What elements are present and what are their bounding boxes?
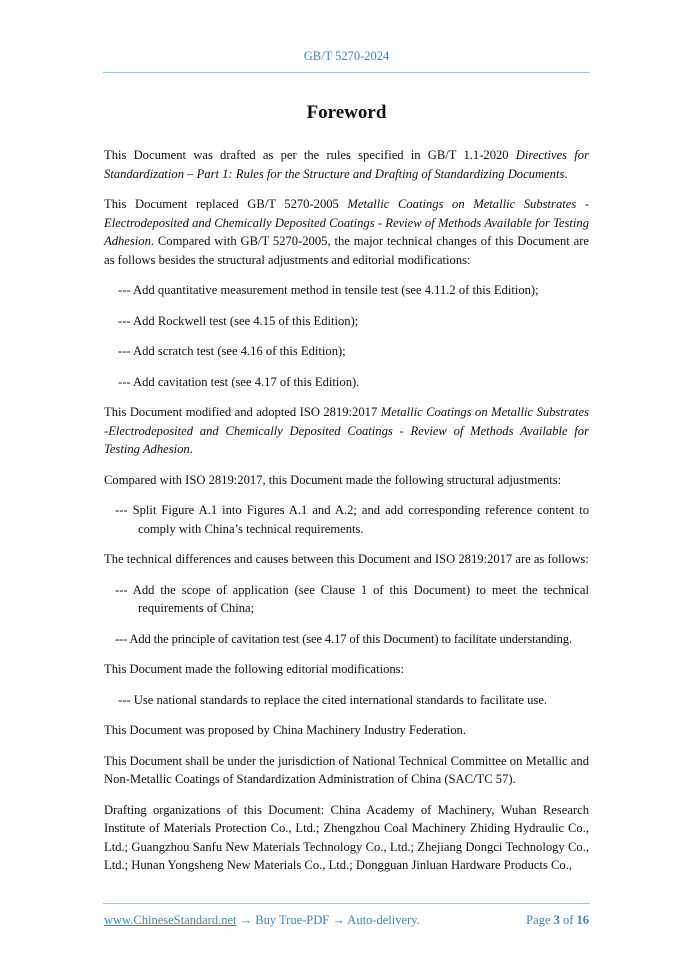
promo-text: → Buy True-PDF → Auto-delivery. — [236, 913, 420, 927]
paragraph-drafting-rules: This Document was drafted as per the rules specified in GB/T 1.1-2020 Directives for Standardization – Part 1: Rules for the Structure and Drafting of Standardizing Documents. — [104, 148, 589, 181]
paragraph-structural: Compared with ISO 2819:2017, this Document made the following structural adjustments: — [104, 472, 562, 487]
list-item: --- Add the scope of application (see Clause 1 of this Document) to meet the technical requirements of China; — [115, 582, 589, 615]
running-header: GB/T 5270-2024 — [303, 49, 390, 63]
paragraph-editorial: This Document made the following editorial modifications: — [104, 662, 405, 676]
paragraph-jurisdiction: This Document shall be under the jurisdiction of National Technical Committee on Metallic and Non-Metallic Coatings of Standardization Administration of China (SAC/TC 57). — [104, 753, 589, 786]
paragraph-adopted: This Document modified and adopted ISO 2819:2017 Metallic Coatings on Metallic Substrates -Electrodeposited and Chemically Deposited Coatings - Review of Methods Available for Testing Adhesion. — [104, 405, 589, 456]
paragraph-drafting-organizations: Drafting organizations of this Document: China Academy of Machinery, Wuhan Research Institute of Materials Protection Co., Ltd.; Zhengzhou Coal Machinery Zhiding Hydraulic Co., Ltd.; Guangzhou Sanfu New Materials Technology Co., Ltd.; Zhejiang Dongci Technology Co., Ltd.; Hunan Yongsheng New Materials Co., Ltd.; Dongguan Jinluan Hardware Products Co., — [104, 802, 589, 872]
list-item: --- Add quantitative measurement method in tensile test (see 4.11.2 of this Edition); — [118, 283, 539, 297]
list-item: --- Add the principle of cavitation test (see 4.17 of this Document) to facilitate understanding. — [115, 631, 572, 646]
footer-promo — [104, 913, 420, 928]
list-item: --- Add scratch test (see 4.16 of this Edition); — [118, 344, 346, 358]
header-divider — [103, 72, 590, 73]
page-number: Page 3 of 16 — [526, 913, 589, 927]
paragraph-technical: The technical differences and causes between this Document and ISO 2819:2017 are as follows: — [104, 552, 589, 566]
paragraph-proposed: This Document was proposed by China Machinery Industry Federation. — [104, 723, 466, 737]
list-item: --- Add cavitation test (see 4.17 of this Edition). — [118, 374, 360, 389]
website-link[interactable]: www.ChineseStandard.net — [104, 913, 237, 927]
list-item: --- Use national standards to replace the cited international standards to facilitate use. — [118, 692, 548, 707]
page-footer — [104, 913, 589, 928]
document-body — [104, 146, 589, 875]
list-item: --- Add Rockwell test (see 4.15 of this Edition); — [118, 313, 359, 328]
paragraph-replaced: This Document replaced GB/T 5270-2005 Metallic Coatings on Metallic Substrates - Electrodeposited and Chemically Deposited Coatings - Review of Methods Available for Testing Adhesion. Compared with GB/T 5270-2005, the major technical changes of this Document are as follows besides the structural adjustments and editorial modifications: — [104, 197, 589, 267]
footer-divider — [103, 903, 590, 904]
page-title: Foreword — [306, 102, 387, 123]
list-item: --- Split Figure A.1 into Figures A.1 and A.2; and add corresponding reference content to comply with China’s technical requirements. — [115, 503, 589, 536]
